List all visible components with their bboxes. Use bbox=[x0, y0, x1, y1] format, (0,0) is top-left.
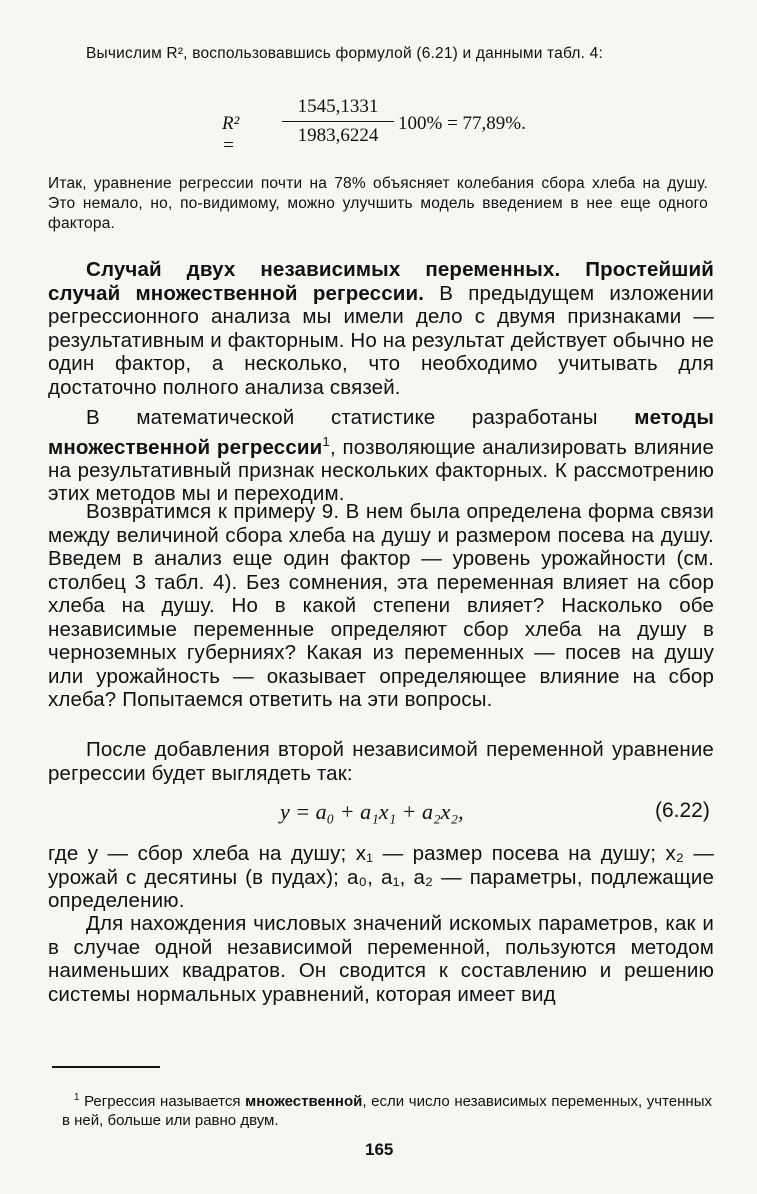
formula-r2-fraction bbox=[282, 96, 394, 147]
intro-line: Вычислим R², воспользовавшись формулой (6.21) и данными табл. 4: bbox=[86, 45, 603, 62]
formula-r2-rhs: 100% = 77,89%. bbox=[398, 113, 526, 134]
footnote-text-rest: , если число независимых переменных, учтенных в ней, больше или равно двум. bbox=[62, 1093, 712, 1129]
section-paragraph-2 bbox=[48, 406, 714, 506]
section-paragraph-3: Возвратимся к примеру 9. В нем была определена форма связи между величиной сбора хлеба на душу и размером посева на душу. Введем в анализ еще один фактор — уровень урожайности (см. столбец 3 табл. 4). Без сомнения, эта переменная влияет на сбор хлеба на душу. Но в какой степени влияет? Насколько обе независимые переменные определяют сбор хлеба на душу в черноземных губерниях? Какая из переменных — посев на душу или урожайность — оказывает определяющее влияние на сбор хлеба? Попытаемся ответить на эти вопросы. bbox=[48, 500, 714, 711]
p1-rest: В предыдущем изложении регрессионного анализа мы имели дело с двумя признаками — результативным и факторным. Но на результат действует обычно не один фактор, а несколько, что необходимо учитывать для достаточно полного анализа связей. bbox=[48, 281, 714, 399]
intro-text bbox=[48, 44, 708, 64]
section-paragraph-1 bbox=[48, 258, 714, 399]
p2-rest: , позволяющие анализировать влияние на результативный признак нескольких факторных. К рассмотрению этих методов мы и переходим. bbox=[48, 435, 714, 506]
formula-6-22: y = a₀ + a₁x₁ + a₂x₂, bbox=[280, 799, 464, 824]
section-paragraph-4: После добавления второй независимой переменной уравнение регрессии будет выглядеть так: bbox=[48, 738, 714, 785]
footnote-rule bbox=[52, 1066, 160, 1068]
footnote-mark: 1 bbox=[74, 1092, 80, 1103]
footnote-bold-term: множественной bbox=[245, 1093, 363, 1110]
footnote bbox=[62, 1088, 712, 1130]
section-heading: Случай двух независимых переменных. Простейший случай множественной регрессии. bbox=[48, 258, 714, 305]
p2-start: В математической статистике разработаны bbox=[86, 406, 635, 429]
p2-bold-term: методы множественной регрессии bbox=[48, 406, 714, 459]
conclusion-paragraph: Итак, уравнение регрессии почти на 78% объясняет колебания сбора хлеба на душу. Это немало, но, по-видимому, можно улучшить модель введением в нее еще одного фактора. bbox=[48, 175, 708, 232]
section-paragraph-5: Для нахождения числовых значений искомых параметров, как и в случае одной независимой переменной, пользуются методом наименьших квадратов. Он сводится к составлению и решению системы нормальных уравнений, которая имеет вид bbox=[48, 912, 714, 1006]
page-number: 165 bbox=[365, 1140, 394, 1159]
equation-number: (6.22) bbox=[655, 799, 710, 822]
formula-r2-numerator: 1545,1331 bbox=[282, 96, 394, 122]
formula-r2-lhs: R² = bbox=[222, 113, 240, 156]
formula-r2-denominator: 1983,6224 bbox=[297, 125, 379, 146]
footnote-text-start: Регрессия называется bbox=[79, 1093, 246, 1110]
after-formula-paragraph: где y — сбор хлеба на душу; x₁ — размер посева на душу; x₂ — урожай с десятины (в пудах); a₀, a₁, a₂ — параметры, подлежащие определению. bbox=[48, 842, 714, 912]
footnote-ref: 1 bbox=[322, 433, 330, 449]
